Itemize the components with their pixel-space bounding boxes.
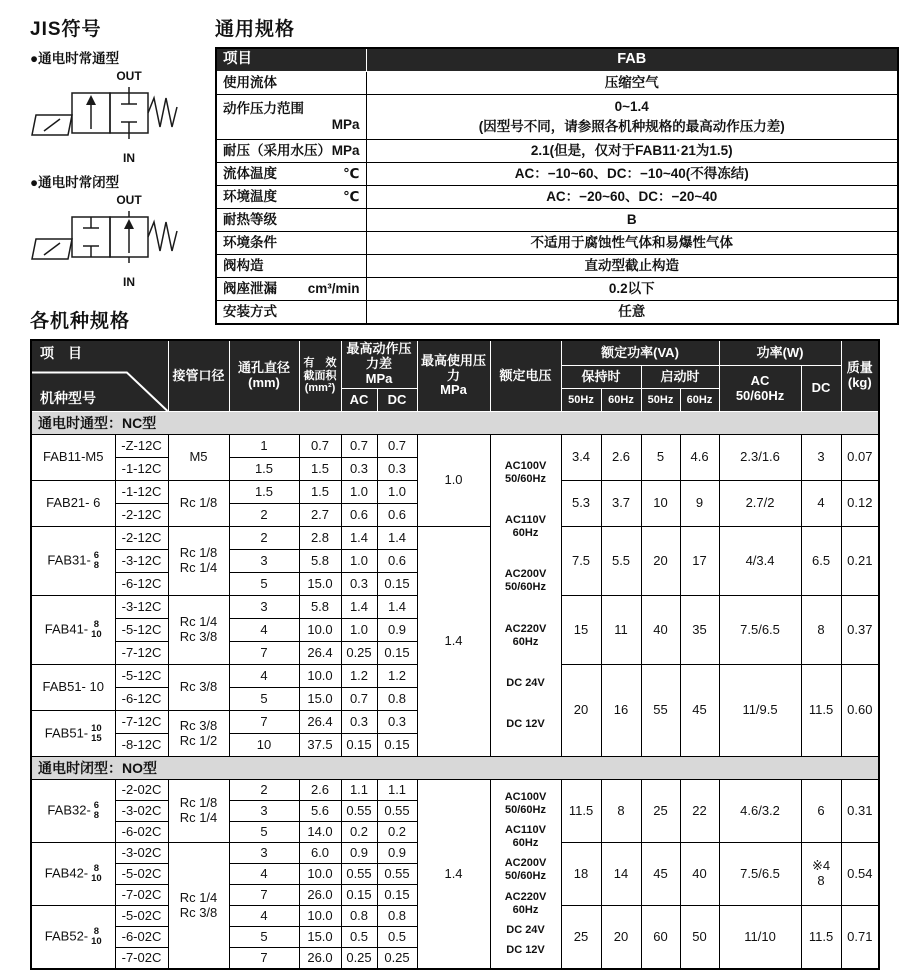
spec-cell: 1.0 — [341, 481, 377, 504]
header-cell: 有 效 截面积 (mm²) — [299, 340, 341, 412]
out-port-label: OUT — [116, 193, 142, 207]
spec-cell: 11.5 — [561, 780, 601, 843]
model-number: -2-12C — [115, 504, 168, 527]
spec-cell: 10.0 — [299, 665, 341, 688]
spec-cell: 3 — [229, 596, 299, 619]
spec-cell: 8 — [601, 780, 641, 843]
header-cell: 启动时 — [641, 366, 719, 389]
spec-cell: 50 — [680, 906, 719, 970]
spec-cell: 5.5 — [601, 527, 641, 596]
spec-cell: 2.8 — [299, 527, 341, 550]
spec-cell: 45 — [641, 843, 680, 906]
spec-cell: 1.5 — [299, 481, 341, 504]
spec-cell: 4 — [229, 665, 299, 688]
spec-cell: 1.4 — [341, 596, 377, 619]
spec-cell: 0.15 — [377, 573, 417, 596]
spec-cell: 不适用于腐蚀性气体和易爆性气体 — [366, 232, 898, 255]
spec-cell: 6 — [801, 780, 841, 843]
model-number: FAB41- 8 10 — [31, 596, 115, 665]
model-number: -1-12C — [115, 458, 168, 481]
spec-cell: AC：−20~60、DC：−20~40 — [366, 186, 898, 209]
voltage-entry: AC220V 60Hz — [504, 622, 547, 648]
header-cell: 60Hz — [601, 389, 641, 412]
spec-cell: 5 — [229, 688, 299, 711]
stacked-size-options: 8 10 — [91, 926, 102, 947]
voltage-entry: DC 12V — [506, 944, 545, 957]
spec-cell: 1.4 — [377, 527, 417, 550]
voltage-entry: AC110V 60Hz — [505, 823, 546, 850]
spec-cell: 20 — [561, 665, 601, 757]
spec-cell: 0.25 — [341, 642, 377, 665]
general-specs-section — [215, 14, 897, 325]
spec-cell: 2 — [229, 504, 299, 527]
spec-cell: 3 — [229, 801, 299, 822]
model-number: FAB52- 8 10 — [31, 906, 115, 970]
header-cell: 额定功率(VA) — [561, 340, 719, 366]
in-port-label: IN — [123, 151, 135, 165]
spec-cell: Rc 1/8 Rc 1/4 — [168, 780, 229, 843]
spec-cell: 0.7 — [299, 435, 341, 458]
spec-cell: 0.8 — [341, 906, 377, 927]
header-cell: 功率(W) — [719, 340, 841, 366]
spec-cell: 0.2 — [341, 822, 377, 843]
model-number: -3-02C — [115, 843, 168, 864]
spec-cell: 10.0 — [299, 619, 341, 642]
model-number: -5-12C — [115, 665, 168, 688]
spec-cell: 1.4 — [417, 780, 490, 970]
spec-cell: 11.5 — [801, 665, 841, 757]
spec-cell: Rc 1/4 Rc 3/8 — [168, 596, 229, 665]
spec-cell: 0.5 — [341, 927, 377, 948]
header-cell: 额定电压 — [490, 340, 561, 412]
model-number: -3-12C — [115, 550, 168, 573]
spec-cell: 45 — [680, 665, 719, 757]
spec-cell: 1.0 — [341, 619, 377, 642]
spec-cell: 0.15 — [341, 734, 377, 757]
spec-cell: 11/10 — [719, 906, 801, 970]
spec-cell: 4.6/3.2 — [719, 780, 801, 843]
spec-cell: 0.3 — [341, 458, 377, 481]
model-number: -2-02C — [115, 780, 168, 801]
model-number: -5-12C — [115, 619, 168, 642]
spec-cell: 1.4 — [417, 527, 490, 757]
spec-cell: 10.0 — [299, 864, 341, 885]
spec-cell: 7 — [229, 642, 299, 665]
spec-cell: 17 — [680, 527, 719, 596]
spec-cell: 10 — [641, 481, 680, 527]
header-cell: DC — [377, 389, 417, 412]
general-specs-title: 通用规格 — [215, 19, 296, 40]
model-specs-section — [30, 306, 878, 970]
spec-cell: 5.6 — [299, 801, 341, 822]
spec-cell: 0.15 — [377, 642, 417, 665]
spec-cell: 1.5 — [229, 458, 299, 481]
spec-cell: 0.12 — [841, 481, 879, 527]
spec-cell: 0.07 — [841, 435, 879, 481]
spec-cell: 0.6 — [341, 504, 377, 527]
stacked-size-options: 6 8 — [93, 800, 100, 821]
model-number: -7-12C — [115, 711, 168, 734]
spec-cell: 2.6 — [299, 780, 341, 801]
model-number: FAB42- 8 10 — [31, 843, 115, 906]
model-specs-table — [30, 339, 880, 970]
spec-cell: AC：−10~60、DC：−10~40(不得冻结) — [366, 163, 898, 186]
spec-header-item: 项目 — [216, 48, 366, 72]
section-band-nc: 通电时通型：NC型 — [31, 412, 879, 435]
model-number: FAB21- 6 — [31, 481, 115, 527]
spec-cell: 直动型截止构造 — [366, 255, 898, 278]
spec-cell: 3 — [229, 843, 299, 864]
spec-cell: 1.1 — [377, 780, 417, 801]
spec-cell: 7 — [229, 885, 299, 906]
spec-cell: 0.55 — [377, 864, 417, 885]
header-cell: 最高使用压力 MPa — [417, 340, 490, 412]
model-number: -1-12C — [115, 481, 168, 504]
voltage-entry: DC 24V — [506, 924, 545, 937]
spec-cell: 14.0 — [299, 822, 341, 843]
spec-cell: 0.6 — [377, 550, 417, 573]
spec-cell: 26.0 — [299, 885, 341, 906]
voltage-entry: AC200V 50/60Hz — [504, 857, 547, 883]
general-specs-table — [215, 47, 899, 325]
rated-voltage — [490, 780, 561, 970]
spec-cell: 2 — [229, 527, 299, 550]
spec-cell: 0.9 — [377, 843, 417, 864]
model-number: -3-12C — [115, 596, 168, 619]
spec-cell: 15.0 — [299, 573, 341, 596]
voltage-entry: DC 12V — [506, 718, 545, 731]
spec-cell: 0.6 — [377, 504, 417, 527]
valve-symbol-no-icon — [30, 209, 182, 267]
jis-symbols-section — [30, 14, 208, 295]
voltage-entry: AC110V 60Hz — [505, 513, 546, 540]
model-number: -6-02C — [115, 927, 168, 948]
spec-cell: 0.3 — [377, 458, 417, 481]
header-model-label: 机种型号 — [40, 389, 96, 406]
spec-cell: 5 — [229, 927, 299, 948]
model-number: -6-12C — [115, 688, 168, 711]
model-number: -6-02C — [115, 822, 168, 843]
spec-cell: 7.5 — [561, 527, 601, 596]
spec-cell: 安装方式 — [216, 301, 366, 325]
spec-cell: 9 — [680, 481, 719, 527]
spec-cell: 0.5 — [377, 927, 417, 948]
spec-cell: 55 — [641, 665, 680, 757]
spec-cell: 流体温度 ℃ — [216, 163, 366, 186]
spec-cell: 20 — [601, 906, 641, 970]
spec-cell: 26.4 — [299, 711, 341, 734]
spec-cell: 耐压（采用水压） MPa — [216, 140, 366, 163]
rated-voltage — [490, 435, 561, 757]
spec-cell: 3 — [801, 435, 841, 481]
header-cell: 接管口径 — [168, 340, 229, 412]
model-number: FAB31- 6 8 — [31, 527, 115, 596]
spec-cell: 40 — [641, 596, 680, 665]
spec-cell: 5.8 — [299, 550, 341, 573]
spec-cell: 0.54 — [841, 843, 879, 906]
out-port-label: OUT — [116, 69, 142, 83]
spec-cell: Rc 3/8 Rc 1/2 — [168, 711, 229, 757]
spec-cell: 5.3 — [561, 481, 601, 527]
spec-cell: 2.7/2 — [719, 481, 801, 527]
jis-title: JIS符号 — [30, 19, 102, 40]
header-item-model — [31, 340, 168, 412]
spec-cell: 0.7 — [341, 688, 377, 711]
spec-cell: 2.7 — [299, 504, 341, 527]
spec-cell: 0.55 — [341, 801, 377, 822]
spec-cell: 15.0 — [299, 688, 341, 711]
header-cell: AC — [341, 389, 377, 412]
spec-cell: Rc 1/8 Rc 1/4 — [168, 527, 229, 596]
spec-cell: 使用流体 — [216, 72, 366, 95]
model-specs-title: 各机种规格 — [30, 311, 131, 332]
spec-cell: 1.4 — [341, 527, 377, 550]
spec-cell: 2.6 — [601, 435, 641, 481]
header-cell: 50Hz — [641, 389, 680, 412]
spec-cell: 0.37 — [841, 596, 879, 665]
header-item-label: 项 目 — [40, 345, 82, 361]
spec-cell: 6.5 — [801, 527, 841, 596]
spec-cell: 任意 — [366, 301, 898, 325]
model-number: -7-02C — [115, 885, 168, 906]
model-number: FAB11-M5 — [31, 435, 115, 481]
header-cell: 60Hz — [680, 389, 719, 412]
spec-cell: 4 — [229, 906, 299, 927]
spec-cell: 1 — [229, 435, 299, 458]
spec-cell: B — [366, 209, 898, 232]
spec-cell: 4.6 — [680, 435, 719, 481]
spec-cell: 4 — [229, 864, 299, 885]
voltage-entry: AC200V 50/60Hz — [504, 568, 547, 594]
model-number: -7-12C — [115, 642, 168, 665]
stacked-size-options: 8 10 — [91, 619, 102, 640]
model-number: -5-02C — [115, 864, 168, 885]
voltage-entry: AC220V 60Hz — [504, 890, 547, 916]
spec-cell: 26.4 — [299, 642, 341, 665]
spec-cell: 7.5/6.5 — [719, 596, 801, 665]
spec-cell: 22 — [680, 780, 719, 843]
spec-cell: 0.25 — [341, 948, 377, 970]
spec-cell: 7.5/6.5 — [719, 843, 801, 906]
spec-cell: 3 — [229, 550, 299, 573]
spec-cell: 15.0 — [299, 927, 341, 948]
spec-cell: 7 — [229, 711, 299, 734]
header-cell: DC — [801, 366, 841, 412]
spec-cell: 0~1.4 (因型号不同，请参照各机种规格的最高动作压力差) — [366, 95, 898, 140]
model-number: -3-02C — [115, 801, 168, 822]
model-number: FAB32- 6 8 — [31, 780, 115, 843]
spec-cell: 0.15 — [377, 885, 417, 906]
spec-cell: 3.7 — [601, 481, 641, 527]
spec-cell: 0.3 — [377, 711, 417, 734]
spec-cell: 3.4 — [561, 435, 601, 481]
spec-cell: 1.5 — [299, 458, 341, 481]
header-cell: 质量 (kg) — [841, 340, 879, 412]
spec-cell: 4 — [229, 619, 299, 642]
jis-no-label: ●通电时常闭型 — [30, 175, 120, 190]
spec-cell: 5 — [229, 822, 299, 843]
spec-cell: 8 — [801, 596, 841, 665]
spec-cell: 动作压力范围 MPa — [216, 95, 366, 140]
spec-cell: 0.60 — [841, 665, 879, 757]
stacked-size-options: 8 10 — [91, 863, 102, 884]
spec-cell: 0.3 — [341, 573, 377, 596]
stacked-size-options: 10 15 — [91, 722, 102, 744]
general-specs-body — [216, 48, 898, 324]
spec-cell: 0.9 — [341, 843, 377, 864]
spec-cell: 1.2 — [377, 665, 417, 688]
spec-cell: 0.21 — [841, 527, 879, 596]
spec-cell: 25 — [641, 780, 680, 843]
spec-cell: Rc 1/8 — [168, 481, 229, 527]
spec-cell: 20 — [641, 527, 680, 596]
spec-cell: 4 — [801, 481, 841, 527]
spec-cell: 1.0 — [377, 481, 417, 504]
spec-cell: 35 — [680, 596, 719, 665]
spec-cell: 60 — [641, 906, 680, 970]
spec-cell: 11.5 — [801, 906, 841, 970]
stacked-size-options: 6 8 — [93, 550, 100, 571]
spec-cell: 5.8 — [299, 596, 341, 619]
spec-cell: 环境温度 ℃ — [216, 186, 366, 209]
spec-cell: 1.2 — [341, 665, 377, 688]
spec-cell: 26.0 — [299, 948, 341, 970]
spec-cell: 1.0 — [417, 435, 490, 527]
model-number: -7-02C — [115, 948, 168, 970]
spec-cell: 0.8 — [377, 688, 417, 711]
jis-nc-label: ●通电时常通型 — [30, 51, 120, 66]
spec-cell: 16 — [601, 665, 641, 757]
header-cell: 通孔直径 (mm) — [229, 340, 299, 412]
model-number: FAB51- 10 — [31, 665, 115, 711]
header-cell: 保持时 — [561, 366, 641, 389]
spec-cell: 0.7 — [341, 435, 377, 458]
spec-cell: 0.55 — [341, 864, 377, 885]
spec-cell: ※4 8 — [801, 843, 841, 906]
spec-cell: 4/3.4 — [719, 527, 801, 596]
spec-cell: 25 — [561, 906, 601, 970]
spec-cell: 0.8 — [377, 906, 417, 927]
valve-diagram-no — [30, 193, 190, 289]
voltage-entry: AC100V 50/60Hz — [504, 790, 547, 816]
spec-cell: 0.3 — [341, 711, 377, 734]
header-cell: 50Hz — [561, 389, 601, 412]
spec-cell: 0.7 — [377, 435, 417, 458]
spec-cell: 5 — [229, 573, 299, 596]
header-cell: AC 50/60Hz — [719, 366, 801, 412]
model-specs-body — [31, 340, 879, 969]
model-number: -Z-12C — [115, 435, 168, 458]
spec-header-fab: FAB — [366, 48, 898, 72]
spec-cell: 2 — [229, 780, 299, 801]
spec-cell: 5 — [641, 435, 680, 481]
spec-cell: 11/9.5 — [719, 665, 801, 757]
spec-cell: 0.55 — [377, 801, 417, 822]
section-band-no: 通电时闭型：NO型 — [31, 757, 879, 780]
spec-cell: 2.1(但是，仅对于FAB11·21为1.5) — [366, 140, 898, 163]
spec-cell: 6.0 — [299, 843, 341, 864]
spec-cell: 0.9 — [377, 619, 417, 642]
voltage-entry: AC100V 50/60Hz — [504, 459, 547, 485]
model-number: -5-02C — [115, 906, 168, 927]
spec-cell: Rc 1/4 Rc 3/8 — [168, 843, 229, 970]
spec-cell: 10 — [229, 734, 299, 757]
in-port-label: IN — [123, 275, 135, 289]
spec-cell: 1.1 — [341, 780, 377, 801]
spec-cell: 7 — [229, 948, 299, 970]
spec-cell: 14 — [601, 843, 641, 906]
spec-cell: 耐热等级 — [216, 209, 366, 232]
model-number: FAB51- 10 15 — [31, 711, 115, 757]
spec-cell: 0.15 — [341, 885, 377, 906]
spec-cell: 0.25 — [377, 948, 417, 970]
spec-cell: 压缩空气 — [366, 72, 898, 95]
spec-cell: 11 — [601, 596, 641, 665]
spec-cell: 18 — [561, 843, 601, 906]
spec-cell: 2.3/1.6 — [719, 435, 801, 481]
spec-cell: 阀构造 — [216, 255, 366, 278]
spec-cell: Rc 3/8 — [168, 665, 229, 711]
valve-diagram-nc — [30, 69, 190, 165]
spec-cell: 环境条件 — [216, 232, 366, 255]
spec-cell: 40 — [680, 843, 719, 906]
model-number: -6-12C — [115, 573, 168, 596]
header-cell: 最高动作压力差 MPa — [341, 340, 417, 389]
spec-cell: 1.4 — [377, 596, 417, 619]
spec-cell: 37.5 — [299, 734, 341, 757]
spec-cell: 1.0 — [341, 550, 377, 573]
valve-symbol-nc-icon — [30, 85, 182, 143]
spec-cell: 10.0 — [299, 906, 341, 927]
spec-cell: 0.71 — [841, 906, 879, 970]
spec-cell: 15 — [561, 596, 601, 665]
model-number: -2-12C — [115, 527, 168, 550]
spec-cell: 1.5 — [229, 481, 299, 504]
spec-cell: 0.2以下 — [366, 278, 898, 301]
model-number: -8-12C — [115, 734, 168, 757]
spec-cell: 阀座泄漏 cm³/min — [216, 278, 366, 301]
spec-cell: 0.2 — [377, 822, 417, 843]
spec-cell: 0.31 — [841, 780, 879, 843]
spec-cell: 0.15 — [377, 734, 417, 757]
spec-cell: M5 — [168, 435, 229, 481]
voltage-entry: DC 24V — [506, 677, 545, 690]
